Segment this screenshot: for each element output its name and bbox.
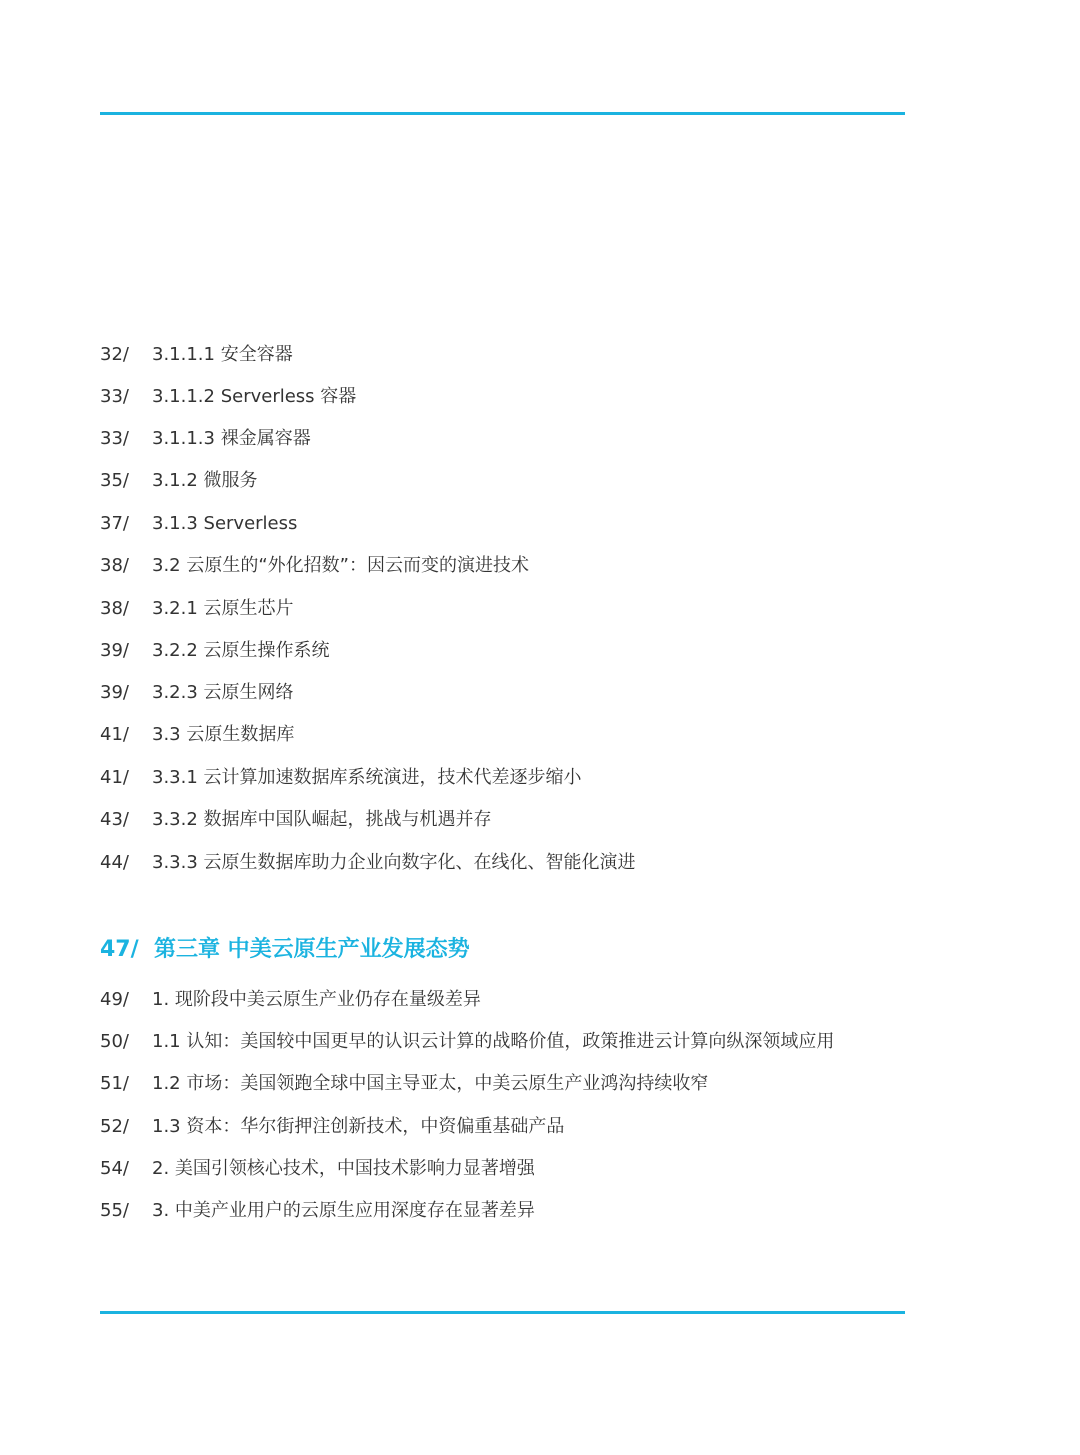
top-divider [100, 112, 905, 115]
toc-entry[interactable] [100, 720, 294, 750]
toc-title: 3.3.3 云原生数据库助力企业向数字化、在线化、智能化演进 [152, 852, 636, 873]
toc-title: 3.1.1.1 安全容器 [152, 344, 293, 365]
toc-page-number: 38/ [100, 555, 129, 576]
toc-title: 3.2.3 云原生网络 [152, 682, 294, 703]
toc-page-number: 33/ [100, 428, 129, 449]
toc-entry[interactable] [100, 763, 582, 793]
toc-title: 3.1.1.2 Serverless 容器 [152, 386, 357, 407]
toc-page-number: 35/ [100, 470, 129, 491]
toc-title: 3.2 云原生的“外化招数”：因云而变的演进技术 [152, 555, 529, 576]
toc-title: 3.3.2 数据库中国队崛起，挑战与机遇并存 [152, 809, 492, 830]
toc-entry[interactable] [100, 551, 529, 581]
toc-entry[interactable] [100, 382, 356, 412]
toc-page-number: 39/ [100, 640, 129, 661]
toc-entry[interactable] [100, 848, 636, 878]
toc-entry[interactable] [100, 1069, 708, 1099]
toc-title: 3. 中美产业用户的云原生应用深度存在显著差异 [152, 1200, 535, 1221]
toc-page-number: 37/ [100, 513, 129, 534]
toc-title: 1. 现阶段中美云原生产业仍存在量级差异 [152, 989, 481, 1010]
toc-title: 3.2.2 云原生操作系统 [152, 640, 330, 661]
toc-entry[interactable] [100, 1154, 535, 1184]
toc-page-number: 54/ [100, 1158, 129, 1179]
toc-page-number: 41/ [100, 767, 129, 788]
toc-title: 3.3 云原生数据库 [152, 724, 295, 745]
toc-page-number: 44/ [100, 852, 129, 873]
toc-page-number: 50/ [100, 1031, 129, 1052]
toc-entry[interactable] [100, 985, 481, 1015]
toc-chapter-title: 第三章 中美云原生产业发展态势 [154, 937, 470, 962]
toc-page-number: 33/ [100, 386, 129, 407]
toc-page-number: 55/ [100, 1200, 129, 1221]
toc-entry[interactable] [100, 424, 311, 454]
toc-title: 1.3 资本：华尔街押注创新技术，中资偏重基础产品 [152, 1116, 565, 1137]
toc-page-number: 38/ [100, 598, 129, 619]
toc-entry[interactable] [100, 509, 297, 539]
toc-entry[interactable] [100, 1112, 564, 1142]
toc-title: 1.2 市场：美国领跑全球中国主导亚太，中美云原生产业鸿沟持续收窄 [152, 1073, 709, 1094]
toc-page-number: 49/ [100, 989, 129, 1010]
toc-page-number: 51/ [100, 1073, 129, 1094]
toc-entry[interactable] [100, 340, 293, 370]
toc-page-number: 43/ [100, 809, 129, 830]
toc-title: 2. 美国引领核心技术，中国技术影响力显著增强 [152, 1158, 535, 1179]
toc-page-number: 41/ [100, 724, 129, 745]
toc-entry[interactable] [100, 636, 330, 666]
toc-entry[interactable] [100, 594, 294, 624]
toc-title: 3.3.1 云计算加速数据库系统演进，技术代差逐步缩小 [152, 767, 582, 788]
bottom-divider [100, 1311, 905, 1314]
toc-title: 1.1 认知：美国较中国更早的认识云计算的战略价值，政策推进云计算向纵深领域应用 [152, 1031, 835, 1052]
toc-chapter-page-number: 47/ [100, 937, 139, 962]
toc-entry[interactable] [100, 1027, 834, 1057]
toc-title: 3.2.1 云原生芯片 [152, 598, 294, 619]
toc-page-number: 52/ [100, 1116, 129, 1137]
toc-chapter-heading[interactable] [100, 932, 470, 968]
toc-title: 3.1.1.3 裸金属容器 [152, 428, 311, 449]
toc-page-number: 32/ [100, 344, 129, 365]
toc-title: 3.1.3 Serverless [152, 513, 298, 534]
toc-entry[interactable] [100, 678, 294, 708]
toc-page-number: 39/ [100, 682, 129, 703]
toc-entry[interactable] [100, 1196, 535, 1226]
toc-entry[interactable] [100, 805, 492, 835]
toc-title: 3.1.2 微服务 [152, 470, 258, 491]
toc-entry[interactable] [100, 466, 258, 496]
